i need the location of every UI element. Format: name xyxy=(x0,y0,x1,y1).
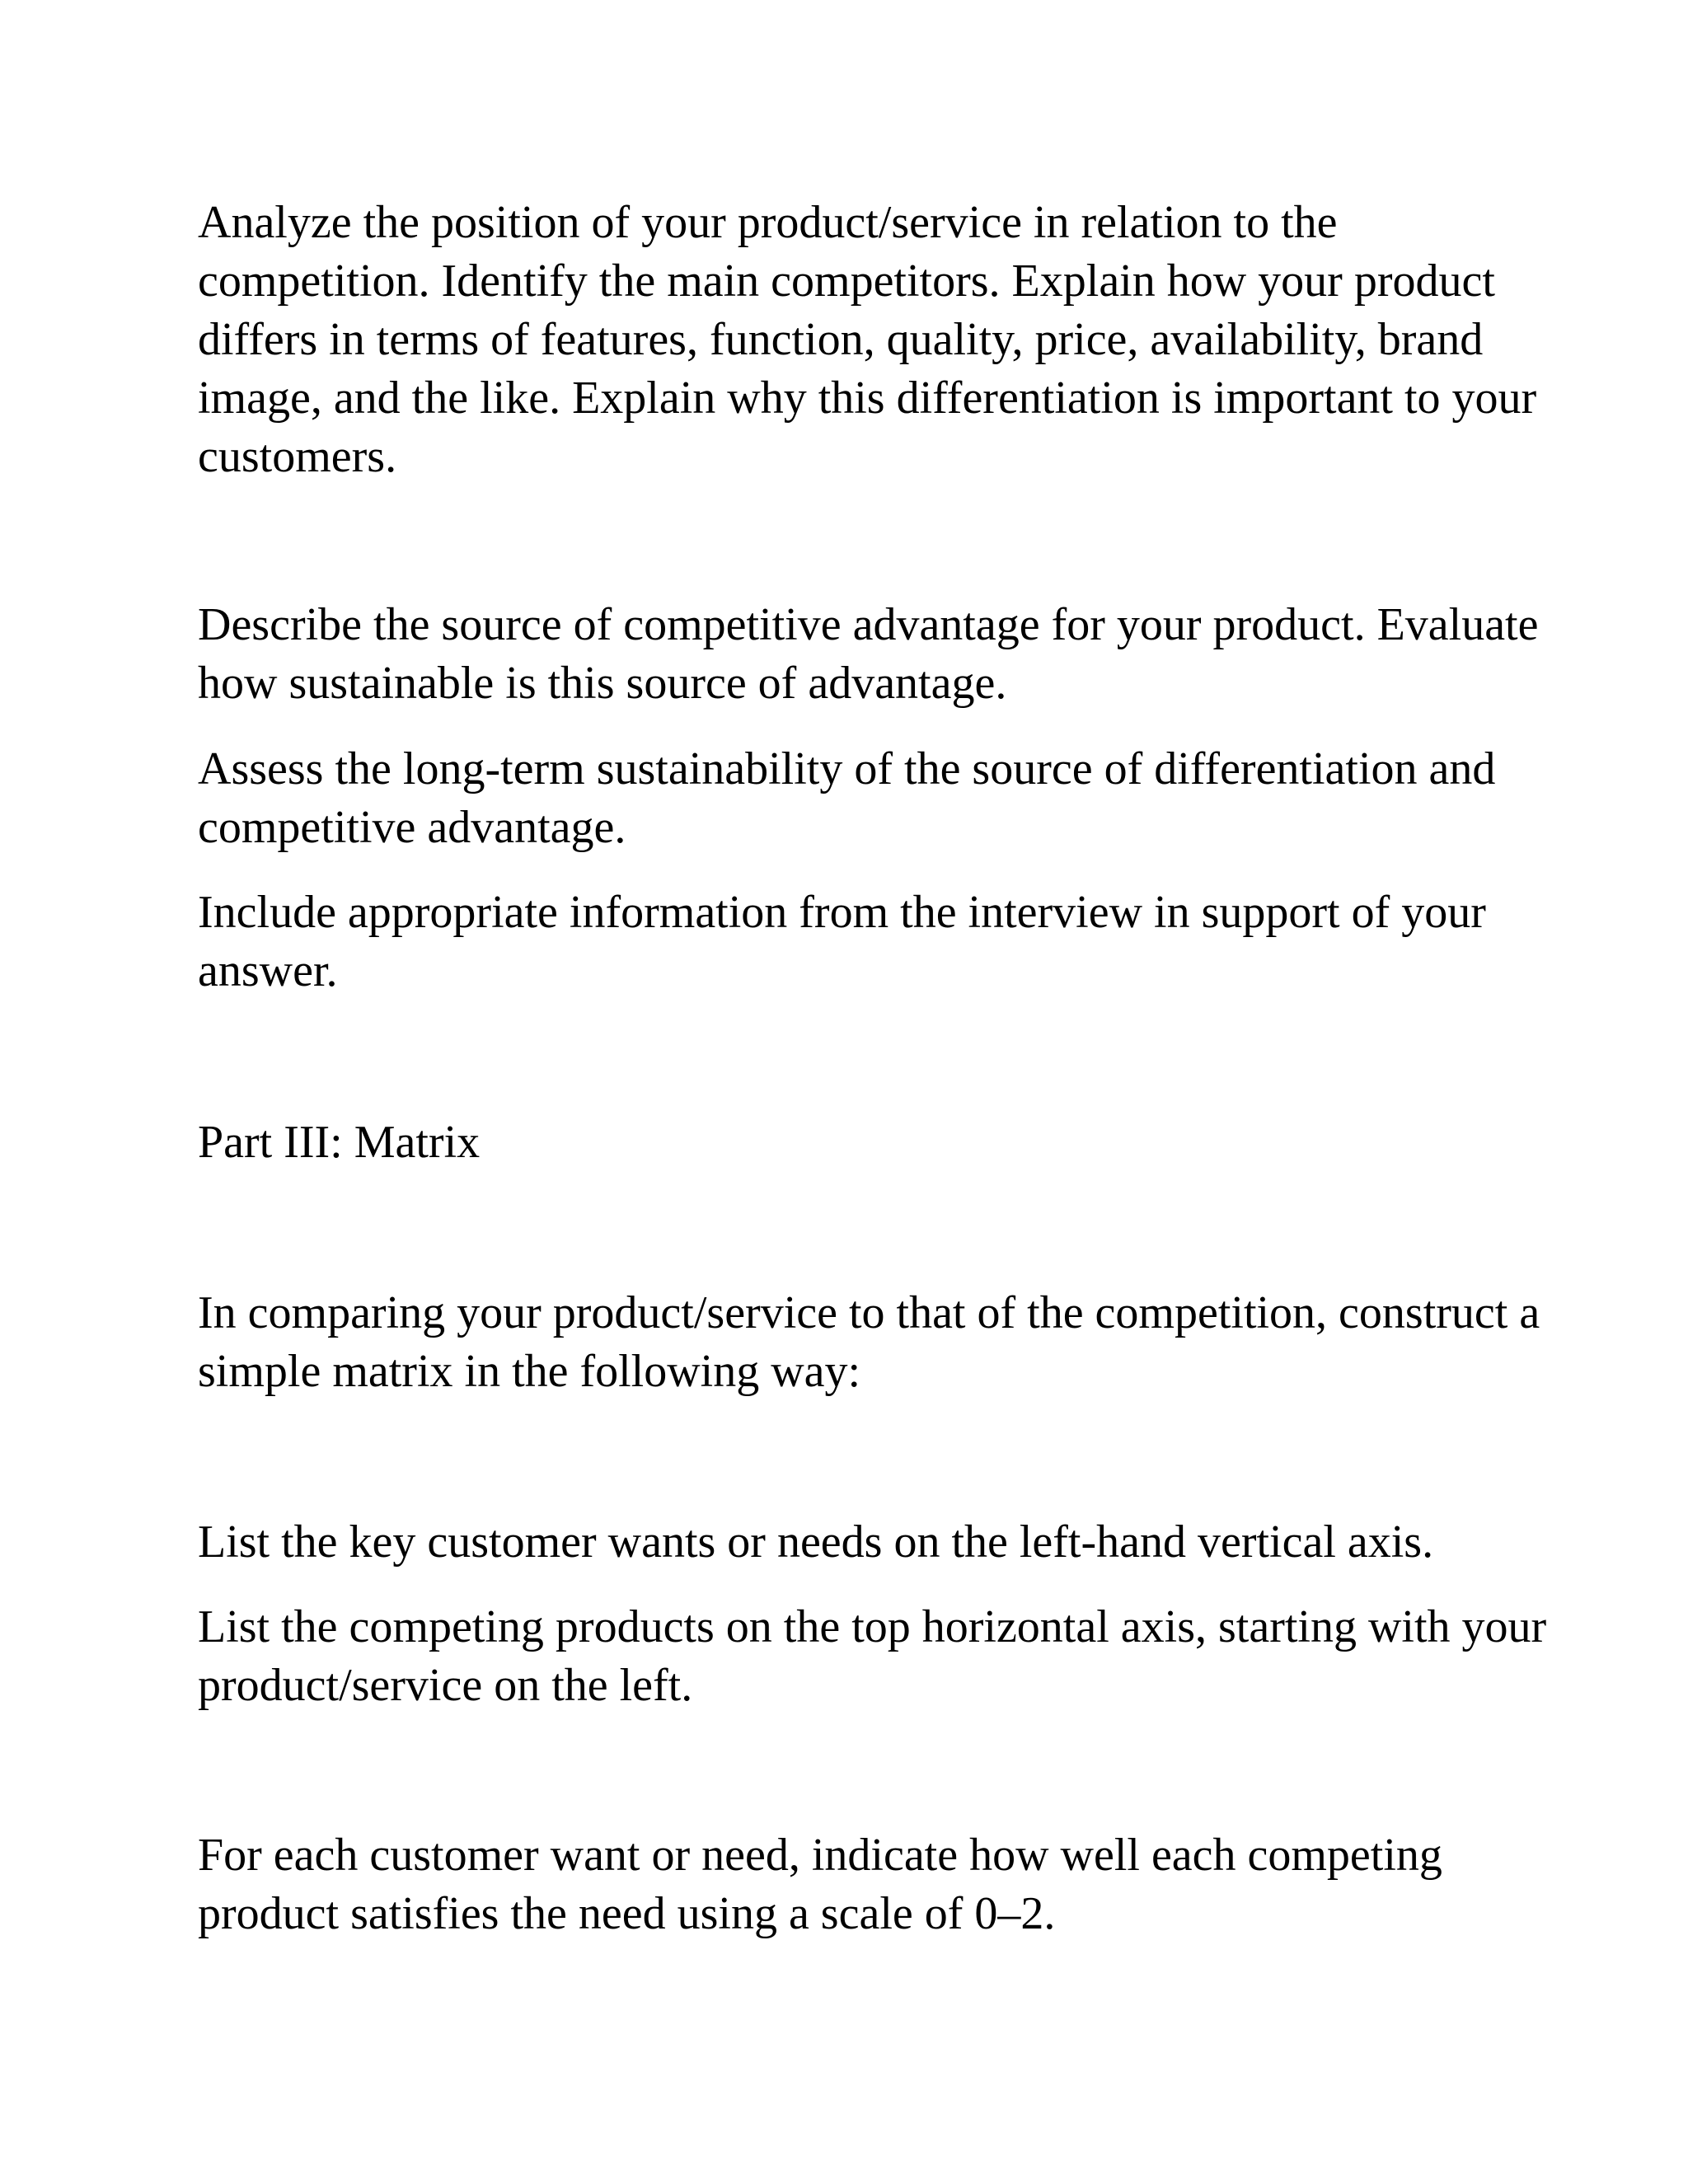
paragraph-horizontal-axis xyxy=(198,1598,1547,1715)
paragraph-interview-info xyxy=(198,883,1533,1001)
text-line: how sustainable is this source of advantage. xyxy=(198,658,1007,709)
text-line: product/service on the left. xyxy=(198,1660,693,1711)
text-line: image, and the like. Explain why this differentiation is important to your xyxy=(198,373,1537,424)
text-line: competitive advantage. xyxy=(198,802,626,853)
text-line: Analyze the position of your product/service in relation to the xyxy=(198,197,1338,248)
text-line: differs in terms of features, function, quality, price, availability, brand xyxy=(198,314,1484,365)
text-line: Include appropriate information from the interview in support of your xyxy=(198,887,1486,938)
text-line: product satisfies the need using a scale of 0–2. xyxy=(198,1888,1056,1939)
text-line: List the competing products on the top horizontal axis, starting with your xyxy=(198,1601,1547,1652)
paragraph-scale xyxy=(198,1826,1533,1943)
paragraph-competitive-advantage xyxy=(198,596,1539,713)
paragraph-matrix-intro xyxy=(198,1284,1540,1401)
text-line: For each customer want or need, indicate how well each competing xyxy=(198,1830,1442,1881)
text-line: competition. Identify the main competitors. Explain how your product xyxy=(198,255,1495,307)
section-heading-matrix xyxy=(198,1113,1533,1172)
text-line: Describe the source of competitive advantage for your product. Evaluate xyxy=(198,599,1539,650)
text-line: Assess the long-term sustainability of the source of differentiation and xyxy=(198,743,1496,794)
text-line: answer. xyxy=(198,945,338,996)
text-line: List the key customer wants or needs on the left-hand vertical axis. xyxy=(198,1516,1434,1568)
paragraph-sustainability xyxy=(198,740,1533,857)
paragraph-vertical-axis xyxy=(198,1513,1533,1572)
text-line: In comparing your product/service to that of the competition, construct a xyxy=(198,1287,1540,1338)
text-line: customers. xyxy=(198,431,397,482)
paragraph-competitive-position xyxy=(198,194,1537,486)
text-line: Part III: Matrix xyxy=(198,1117,481,1168)
text-line: simple matrix in the following way: xyxy=(198,1346,861,1397)
